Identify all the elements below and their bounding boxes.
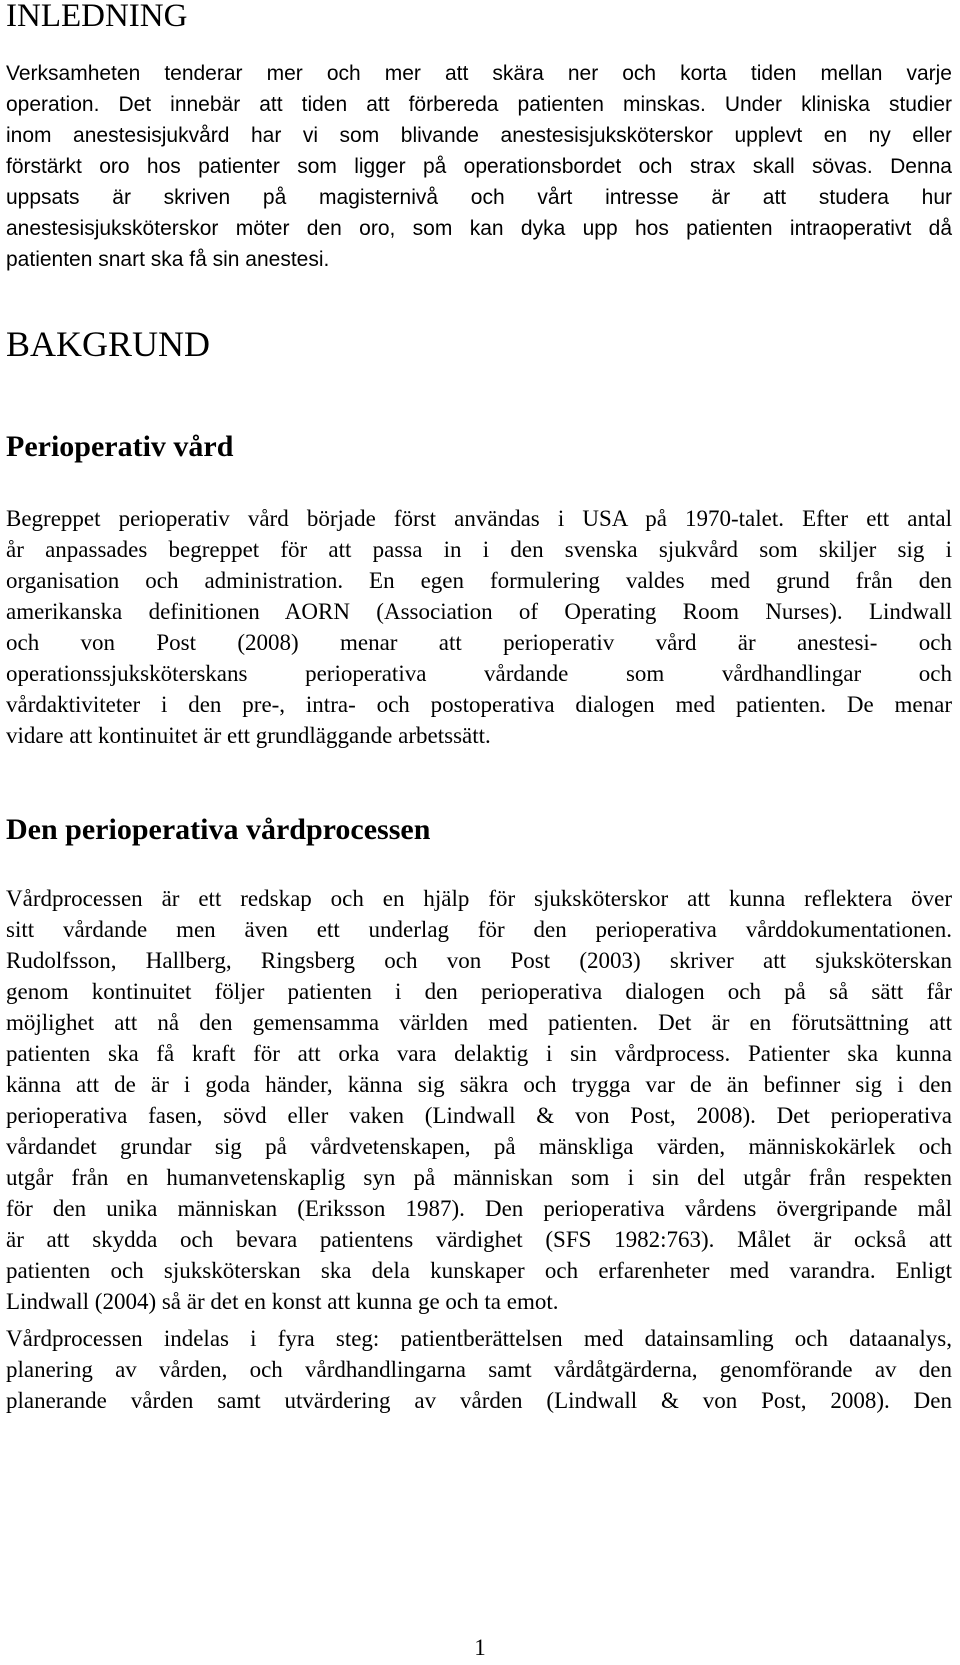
text-line: anestesisjuksköterskor möter den oro, som kan dyka upp hos patienten intraoperativt då — [6, 217, 952, 240]
heading-inledning: INLEDNING — [6, 0, 188, 34]
text-line: vårdaktiviteter i den pre-, intra- och postoperativa dialogen med patienten. De menar — [6, 692, 952, 717]
text-line: perioperativa fasen, sövd eller vaken (Lindwall & von Post, 2008). Det perioperativa — [6, 1103, 952, 1128]
text-line: och von Post (2008) menar att perioperativ vård är anestesi- och — [6, 630, 952, 655]
text-line: vidare att kontinuitet är ett grundläggande arbetssätt. — [6, 723, 491, 748]
text-line: sitt vårdande men även ett underlag för den perioperativa vårddokumentationen. — [6, 917, 952, 942]
text-line: operationssjuksköterskans perioperativa vårdande som vårdhandlingar och — [6, 661, 952, 686]
text-line: Vårdprocessen är ett redskap och en hjälp för sjuksköterskor att kunna reflektera över — [6, 886, 952, 911]
text-line: för den unika människan (Eriksson 1987). Den perioperativa vårdens övergripande mål — [6, 1196, 952, 1221]
text-line: amerikanska definitionen AORN (Association of Operating Room Nurses). Lindwall — [6, 599, 952, 624]
heading-bakgrund: BAKGRUND — [6, 324, 211, 364]
text-line: planerande vården samt utvärdering av vården (Lindwall & von Post, 2008). Den — [6, 1388, 952, 1413]
text-line: Begreppet perioperativ vård började först användas i USA på 1970-talet. Efter ett antal — [6, 506, 952, 531]
text-line: vårdandet grundar sig på vårdvetenskapen, på mänskliga värden, människokärlek och — [6, 1134, 952, 1159]
page-number: 1 — [474, 1635, 486, 1660]
text-line: Rudolfsson, Hallberg, Ringsberg och von Post (2003) skriver att sjuksköterskan — [6, 948, 952, 973]
text-line: inom anestesisjukvård har vi som blivande anestesisjuksköterskor upplevt en ny eller — [6, 124, 952, 147]
text-line: patienten snart ska få sin anestesi. — [6, 248, 330, 271]
text-line: operation. Det innebär att tiden att förbereda patienten minskas. Under kliniska studier — [6, 93, 952, 116]
text-line: utgår från en humanvetenskaplig syn på människan som i sin del utgår från respekten — [6, 1165, 952, 1190]
text-line: genom kontinuitet följer patienten i den perioperativa dialogen och på så sätt får — [6, 979, 952, 1004]
text-line: organisation och administration. En egen formulering valdes med grund från den — [6, 568, 952, 593]
text-line: patienten ska få kraft för att orka vara delaktig i sin vårdprocess. Patienter ska kunna — [6, 1041, 952, 1066]
text-line: uppsats är skriven på magisternivå och vårt intresse är att studera hur — [6, 186, 952, 209]
heading-vardprocessen: Den perioperativa vårdprocessen — [6, 813, 431, 846]
text-line: planering av vården, och vårdhandlingarna samt vårdåtgärderna, genomförande av den — [6, 1357, 952, 1382]
text-line: Verksamheten tenderar mer och mer att skära ner och korta tiden mellan varje — [6, 62, 952, 85]
paragraph-vardprocessen-1 — [6, 883, 952, 1317]
heading-perioperativ-vard: Perioperativ vård — [6, 430, 234, 463]
text-line: patienten och sjuksköterskan ska dela kunskaper och erfarenheter med varandra. Enligt — [6, 1258, 952, 1283]
paragraph-inledning — [6, 58, 952, 275]
paragraph-vardprocessen-2 — [6, 1323, 952, 1416]
text-line: Lindwall (2004) så är det en konst att kunna ge och ta emot. — [6, 1289, 559, 1314]
text-line: möjlighet att nå den gemensamma världen med patienten. Det är en förutsättning att — [6, 1010, 952, 1035]
text-line: förstärkt oro hos patienter som ligger på operationsbordet och strax skall sövas. Denna — [6, 155, 952, 178]
text-line: Vårdprocessen indelas i fyra steg: patientberättelsen med datainsamling och dataanalys, — [6, 1326, 952, 1351]
text-line: känna att de är i goda händer, känna sig säkra och trygga var de än befinner sig i den — [6, 1072, 952, 1097]
paragraph-perioperativ-vard — [6, 503, 952, 751]
text-line: år anpassades begreppet för att passa in i den svenska sjukvård som skiljer sig i — [6, 537, 952, 562]
text-line: är att skydda och bevara patientens värdighet (SFS 1982:763). Målet är också att — [6, 1227, 952, 1252]
